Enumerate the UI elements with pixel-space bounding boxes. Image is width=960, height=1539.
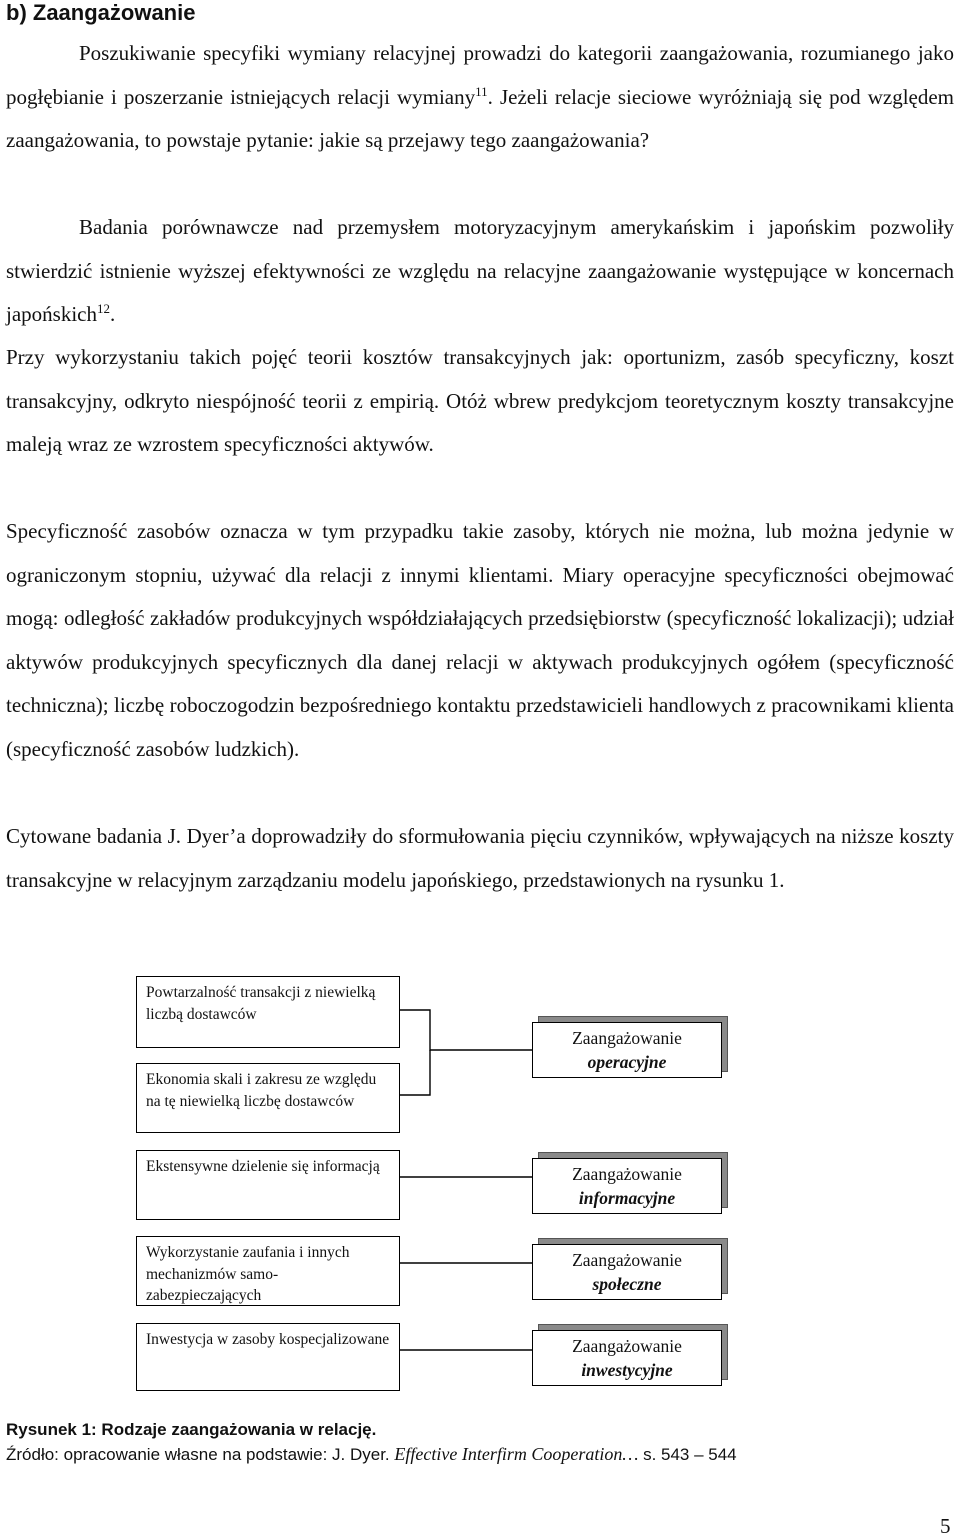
footnote-ref-12[interactable]: 12 <box>96 301 110 316</box>
factor-box-2: Ekonomia skali i zakresu ze względu na tę niewielką liczbę dostawców <box>136 1063 400 1133</box>
paragraph-5: Cytowane badania J. Dyer’a doprowadziły do sformułowania pięciu czynników, wpływających na niższe koszty transakcyjne w relacyjnym zarządzaniu modelu japońskiego, przedstawionych na rysunku 1. <box>6 824 954 892</box>
factor-box-5: Inwestycja w zasoby kospecjalizowane <box>136 1323 400 1391</box>
engagement-type: inwestycyjne <box>581 1360 673 1380</box>
engagement-box-operational <box>532 1022 722 1078</box>
source-title: Effective Interfirm Cooperation… <box>394 1444 639 1464</box>
paragraph-1-text-b: . Jeżeli relacje sieciowe wyróżniają się pod względem zaangażowania, to powstaje pytanie: jakie są przejawy tego zaangażowania? <box>6 84 955 152</box>
footnote-ref-11[interactable]: 11 <box>475 83 488 99</box>
paragraph-2-text-b: . <box>109 302 116 326</box>
engagement-box-investment <box>532 1330 722 1386</box>
factor-box-3: Ekstensywne dzielenie się informacją <box>136 1150 400 1220</box>
connector-2 <box>400 1050 430 1095</box>
paragraph-3: Przy wykorzystaniu takich pojęć teorii kosztów transakcyjnych jak: oportunizm, zasób specyficzny, koszt transakcyjny, odkryto niespójność teorii z empirią. Otóż wbrew predykcjom teoretycznym koszty transakcyjne maleją wraz ze wzrostem specyficzności aktywów. <box>6 345 954 456</box>
engagement-type: informacyjne <box>578 1188 676 1208</box>
source-prefix: Źródło: opracowanie własne na podstawie: J. Dyer. <box>6 1445 395 1464</box>
figure-caption: Rysunek 1: Rodzaje zaangażowania w relację. <box>6 1420 377 1439</box>
paragraph-1-text-a: Poszukiwanie specyfiki wymiany relacyjnej prowadzi do kategorii zaangażowania, rozumianego jako pogłębianie i poszerzanie istniejących relacji wymiany <box>6 41 954 109</box>
figure-source <box>6 1442 737 1467</box>
engagement-label: Zaangażowanie <box>572 1250 682 1270</box>
section-heading: b) Zaangażowanie <box>6 0 196 25</box>
connector-1 <box>400 1010 532 1050</box>
engagement-label: Zaangażowanie <box>572 1164 682 1184</box>
paragraph-2-text-a: Badania porównawcze nad przemysłem motoryzacyjnym amerykańskim i japońskim pozwoliły stwierdzić istnienie wyższej efektywności ze względu na relacyjne zaangażowanie występujące w koncernach japońskich <box>6 215 954 326</box>
factor-box-1: Powtarzalność transakcji z niewielką liczbą dostawców <box>136 976 400 1048</box>
engagement-label: Zaangażowanie <box>572 1336 682 1356</box>
page-number: 5 <box>940 1514 951 1538</box>
engagement-type: społeczne <box>592 1274 662 1294</box>
factor-box-4: Wykorzystanie zaufania i innych mechanizmów samo-zabezpieczających <box>136 1236 400 1306</box>
paragraph-4: Specyficzność zasobów oznacza w tym przypadku takie zasoby, których nie można, lub można jedynie w ograniczonym stopniu, używać dla relacji z innymi klientami. Miary operacyjne specyficzności obejmować mogą: odległość zakładów produkcyjnych współdziałających przedsiębiorstw (specyficzność lokalizacji); udział aktywów produkcyjnych specyficznych dla danej relacji w aktywach produkcyjnych ogółem (specyficzność techniczna); liczbę roboczogodzin bezpośredniego kontaktu przedstawicieli handlowych z pracownikami klienta (specyficzność zasobów ludzkich). <box>6 519 954 761</box>
source-pages: s. 543 – 544 <box>638 1445 737 1464</box>
engagement-box-informational <box>532 1158 722 1214</box>
engagement-type: operacyjne <box>587 1052 667 1072</box>
engagement-label: Zaangażowanie <box>572 1028 682 1048</box>
engagement-box-social <box>532 1244 722 1300</box>
